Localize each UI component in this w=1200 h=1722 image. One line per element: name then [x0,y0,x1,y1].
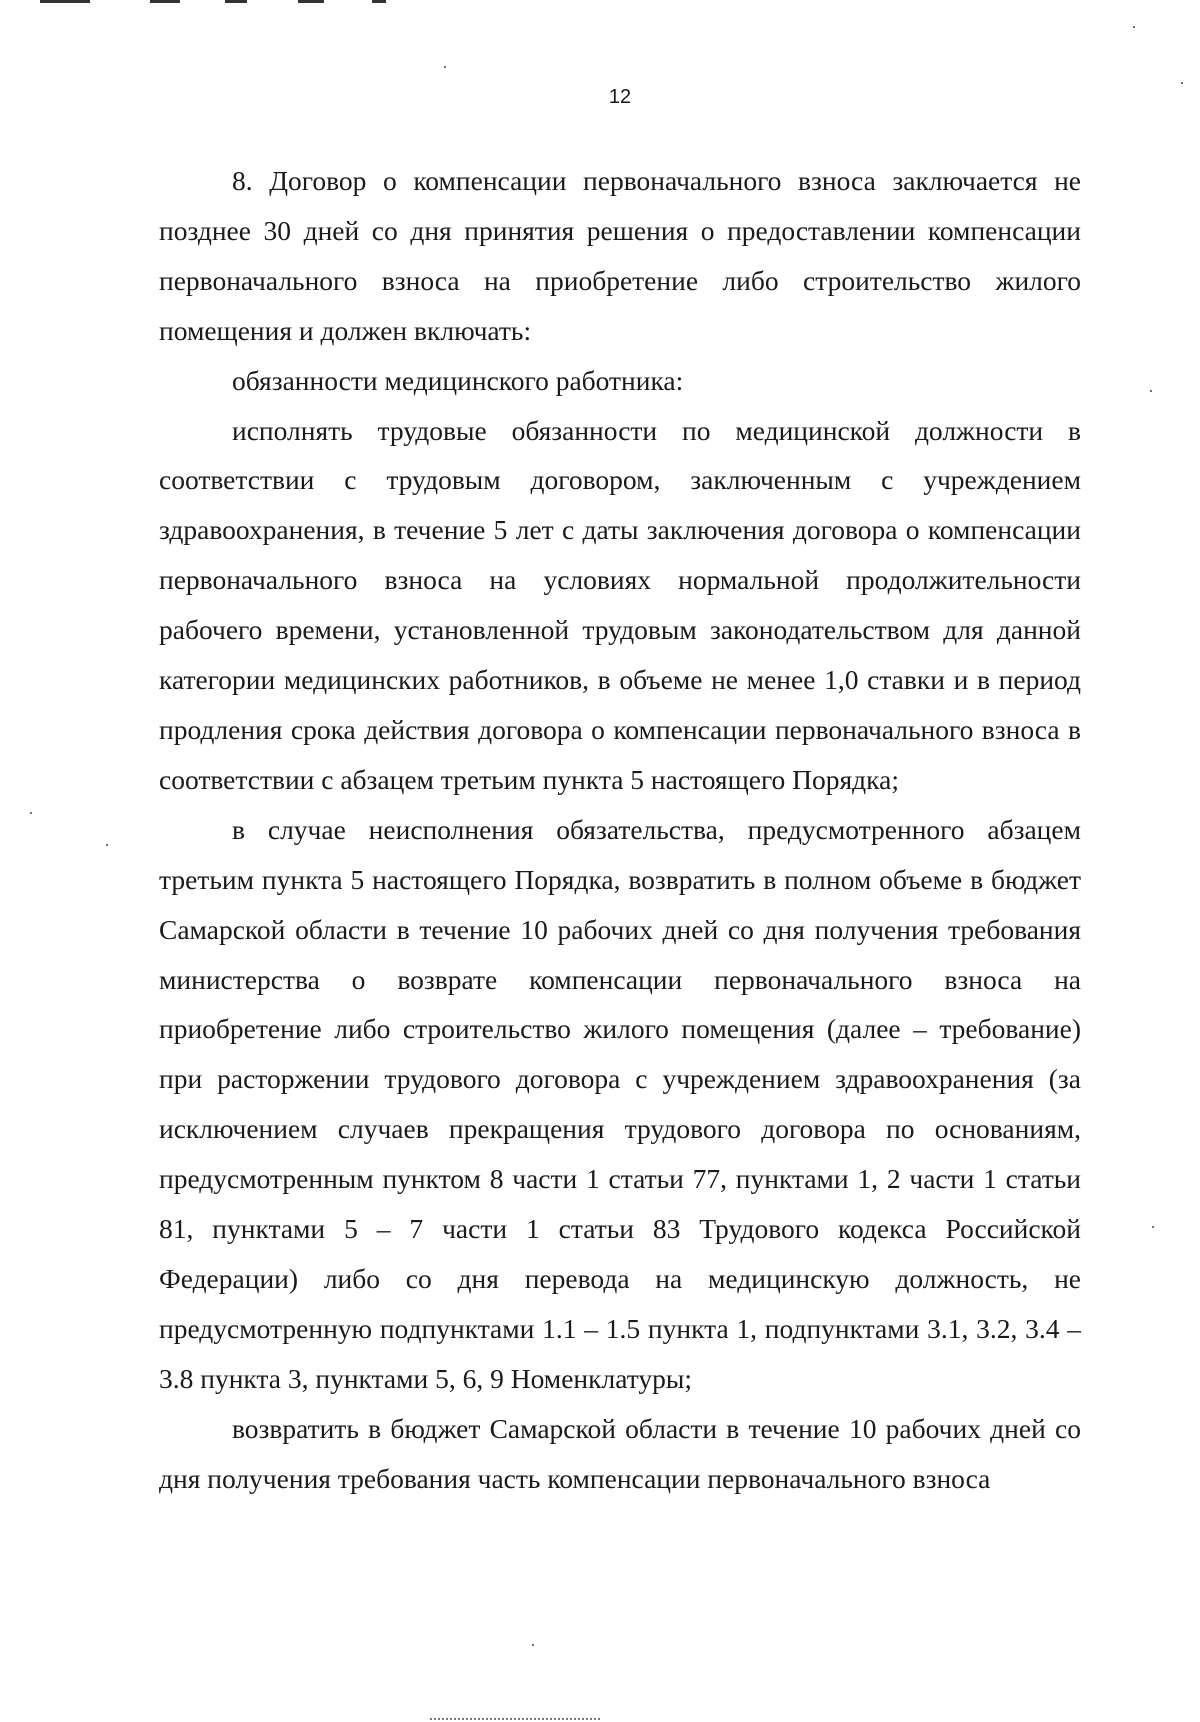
scan-speck [1150,390,1152,392]
document-body [159,156,1081,1503]
scan-edge-mark [372,0,386,3]
scan-edge-mark [150,0,180,3]
page-number: 12 [608,86,632,108]
scan-edge-mark [40,0,90,3]
paragraph-work-obligation: исполнять трудовые обязанности по медицинской должности в соответствии с трудовым договором, заключенным с учреждением здравоохранения, в течение 5 лет с даты заключения договора о компенсации первоначального взноса на условиях нормальной продолжительности рабочего времени, установленной трудовым законодательством для данной категории медицинских работников, в объеме не менее 1,0 ставки и в период продления срока действия договора о компенсации первоначального взноса в соответствии с абзацем третьим пункта 5 настоящего Порядка; [159,414,1081,795]
scan-bottom-mark [430,1718,600,1722]
paragraph-partial-refund: возвратить в бюджет Самарской области в течение 10 рабочих дней со дня получения требования часть компенсации первоначального взноса [159,1412,1081,1494]
scan-speck [1152,1226,1154,1228]
scan-speck [1181,82,1183,84]
paragraph-contract-terms: 8. Договор о компенсации первоначального взноса заключается не позднее 30 дней со дня принятия решения о предоставлении компенсации первоначального взноса на приобретение либо строительство жилого помещения и должен включать: [159,165,1081,346]
scan-edge-mark [298,0,324,3]
scan-edge-mark [225,0,247,3]
scan-speck [532,1644,534,1646]
scan-speck [30,812,32,814]
paragraph-obligations-heading: обязанности медицинского работника: [232,364,684,396]
scan-speck [1133,26,1135,28]
scan-speck [444,66,446,68]
scan-speck [106,844,108,846]
paragraph-full-refund: в случае неисполнения обязательства, предусмотренного абзацем третьим пункта 5 настоящего Порядка, возвратить в полном объеме в бюджет Самарской области в течение 10 рабочих дней со дня получения требования министерства о возврате компенсации первоначального взноса на приобретение либо строительство жилого помещения (далее – требование) при расторжении трудового договора с учреждением здравоохранения (за исключением случаев прекращения трудового договора по основаниям, предусмотренным пунктом 8 части 1 статьи 77, пунктами 1, 2 части 1 статьи 81, пунктами 5 – 7 части 1 статьи 83 Трудового кодекса Российской Федерации) либо со дня перевода на медицинскую должность, не предусмотренную подпунктами 1.1 – 1.5 пункта 1, подпунктами 3.1, 3.2, 3.4 – 3.8 пункта 3, пунктами 5, 6, 9 Номенклатуры; [159,813,1081,1394]
